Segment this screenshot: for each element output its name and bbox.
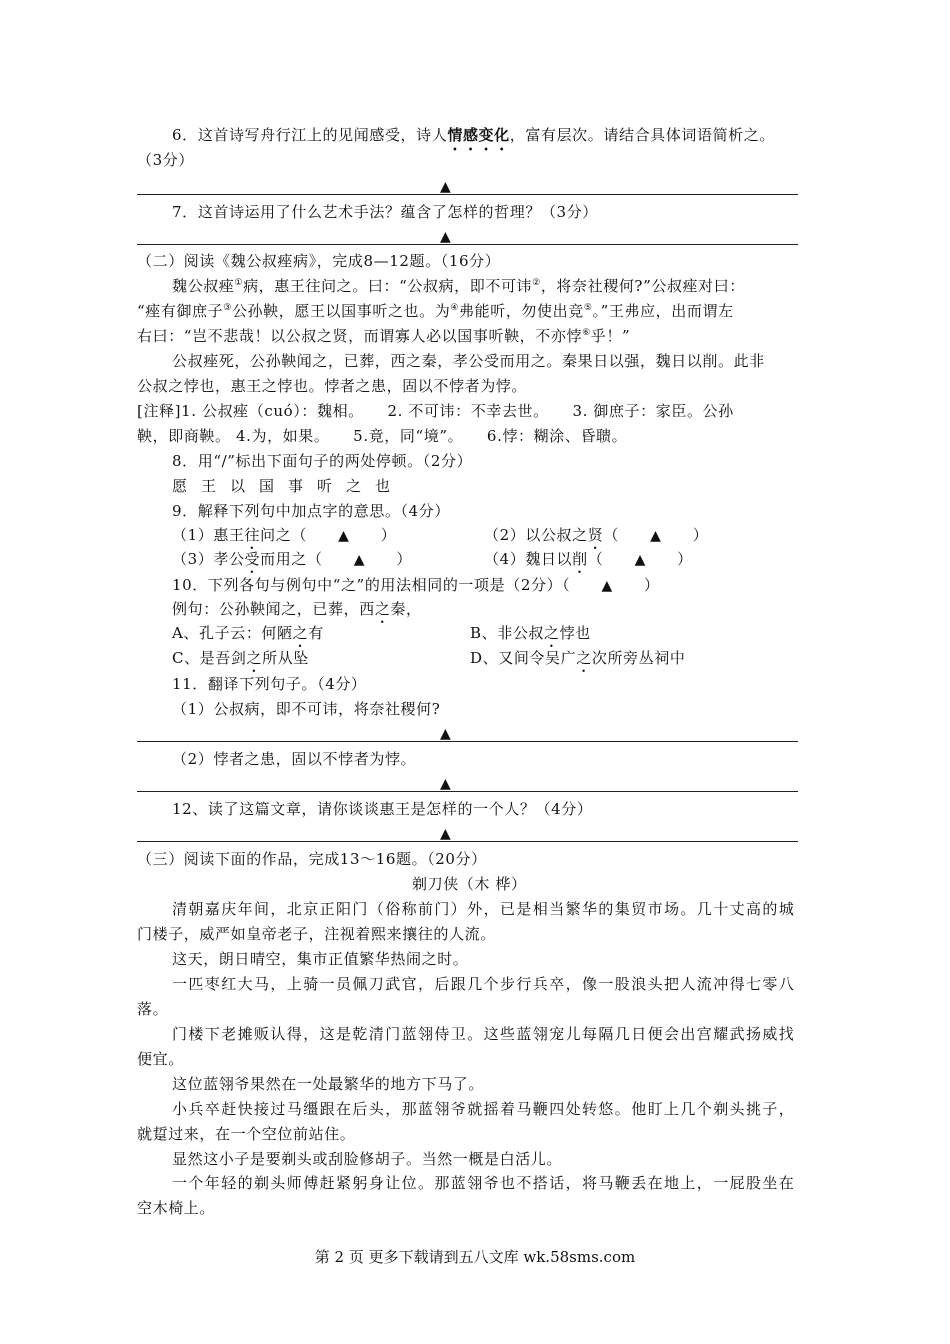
story-line: 清朝嘉庆年间，北京正阳门（俗称前门）外，已是相当繁华的集贸市场。几十丈高的城 <box>172 900 796 918</box>
question-9: 9．解释下列句中加点字的意思。（4分） <box>172 502 450 520</box>
q10-option-c[interactable]: C、是吾剑之所从坠 <box>172 649 309 667</box>
answer-marker: ▲ <box>338 528 350 544</box>
pause-sentence[interactable]: 愿王以国事听之也 <box>172 477 405 495</box>
question-11: 11．翻译下列句子。（4分） <box>172 675 367 693</box>
answer-line[interactable] <box>137 244 798 245</box>
story-line: 一匹枣红大马，上骑一员佩刀武官，后跟几个步行兵卒，像一股浪头把人流冲得七零八 <box>172 975 796 993</box>
q11-sentence-1: （1）公叔病，即不可讳，将奈社稷何? <box>172 700 441 718</box>
q10-example: 例句：公孙鞅闻之，已葬，西之秦， <box>172 600 422 618</box>
q9-item-1: （1）惠王往问之（ ▲ ） <box>172 526 397 544</box>
answer-marker: ▲ <box>440 776 451 792</box>
q9-item-2: （2）以公叔之贤（ ▲ ） <box>484 526 709 544</box>
answer-marker: ▲ <box>440 826 451 842</box>
answer-marker: ▲ <box>440 179 451 195</box>
story-line: 一个年轻的剃头师傅赶紧躬身让位。那蓝翎爷也不搭话，将马鞭丢在地上，一屁股坐在 <box>172 1174 796 1192</box>
answer-line[interactable] <box>137 741 798 742</box>
passage-line: “痤有御庶子③公孙鞅，愿王以国事听之也。为④弗能听，勿使出竞⑤。”王弗应，出而谓左 <box>137 302 734 320</box>
question-7: 7．这首诗运用了什么艺术手法？蕴含了怎样的哲理？（3分） <box>172 203 598 221</box>
story-line: 这位蓝翎爷果然在一处最繁华的地方下马了。 <box>172 1075 485 1093</box>
story-line: 这天，朗日晴空，集市正值繁华热闹之时。 <box>172 950 469 968</box>
notes-line: 鞅，即商鞅。 4.为，如果。 5.竟，同“境”。 6.悖：糊涂、昏聩。 <box>137 427 628 445</box>
story-line: 空木椅上。 <box>137 1199 216 1217</box>
answer-marker: ▲ <box>440 726 451 742</box>
story-title: 剃刀侠（木 桦） <box>412 875 527 893</box>
section-3-heading: （三）阅读下面的作品，完成13～16题。（20分） <box>137 850 487 868</box>
story-line: 门楼子，威严如皇帝老子，注视着熙来攘往的人流。 <box>137 925 496 943</box>
question-12: 12、读了这篇文章，请你谈谈惠王是怎样的一个人？（4分） <box>172 800 593 818</box>
story-line: 小兵卒赶快接过马缰跟在后头，那蓝翎爷就摇着马鞭四处转悠。他盯上几个剃头挑子， <box>172 1100 796 1118</box>
question-8: 8．用“/”标出下面句子的两处停顿。（2分） <box>172 452 473 470</box>
q10-option-a[interactable]: A、孔子云：何陋之有 <box>172 624 324 642</box>
q10-option-b[interactable]: B、非公叔之悖也 <box>470 624 591 642</box>
story-line: 落。 <box>137 1000 169 1018</box>
q10-option-d[interactable]: D、又间令吴广之次所旁丛祠中 <box>470 649 686 667</box>
question-10: 10．下列各句与例句中“之”的用法相同的一项是（2分）（ ▲ ） <box>172 576 660 594</box>
q11-sentence-2: （2）悖者之患，固以不悖者为悖。 <box>172 750 417 768</box>
answer-marker: ▲ <box>601 578 613 594</box>
story-line: 门楼下老摊贩认得，这是乾清门蓝翎侍卫。这些蓝翎宠儿每隔几日便会出宫耀武扬威找 <box>172 1025 796 1043</box>
q9-item-3: （3）孝公受而用之（ ▲ ） <box>172 550 412 568</box>
passage-line: 右曰：“岂不悲哉！以公叔之贤，而谓寡人必以国事听鞅，不亦悖⑥乎！” <box>137 327 631 345</box>
answer-line[interactable] <box>137 791 798 792</box>
story-line: 就踅过来，在一个空位前站住。 <box>137 1125 356 1143</box>
section-2-heading: （二）阅读《魏公叔痤病》，完成8—12题。（16分） <box>137 252 501 270</box>
q9-item-4: （4）魏日以削（ ▲ ） <box>484 550 693 568</box>
page-footer[interactable]: 第 2 页 更多下载请到五八文库 wk.58sms.com <box>314 1248 636 1266</box>
passage-line: 魏公叔痤①病，惠王往问之。曰：“公叔病，即不可讳②，将奈社稷何?”公叔痤对曰： <box>172 277 745 295</box>
question-6-score: （3分） <box>137 151 194 169</box>
answer-marker: ▲ <box>634 552 646 568</box>
answer-line[interactable] <box>137 194 798 195</box>
answer-marker: ▲ <box>353 552 366 568</box>
answer-marker: ▲ <box>440 229 451 245</box>
answer-marker: ▲ <box>650 528 662 544</box>
passage-line: 公叔之悖也，惠王之悖也。悖者之患，固以不悖者为悖。 <box>137 377 528 395</box>
story-line: 显然这小子是要剃头或刮脸修胡子。当然一概是白活儿。 <box>172 1150 563 1168</box>
passage-line: 公叔痤死，公孙鞅闻之，已葬，西之秦，孝公受而用之。秦果日以强，魏日以削。此非 <box>172 352 765 370</box>
emphasized-phrase: 情感变化 <box>447 126 510 144</box>
question-6: 6．这首诗写舟行江上的见闻感受，诗人情感变化，富有层次。请结合具体词语简析之。 <box>172 126 775 144</box>
notes-line: [注释]1. 公叔痤（cuó）：魏相。 2. 不可讳：不幸去世。 3. 御庶子：家臣。公孙 <box>137 402 734 420</box>
answer-line[interactable] <box>137 841 798 842</box>
story-line: 便宜。 <box>137 1050 184 1068</box>
